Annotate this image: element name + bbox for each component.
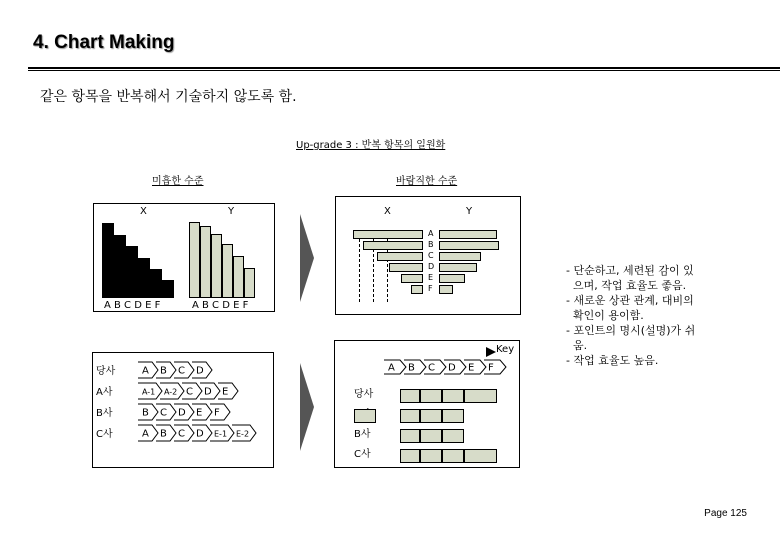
svg-text:E: E [196, 407, 203, 419]
bar-x-A [102, 223, 114, 298]
key-item [384, 360, 406, 374]
bar-right-C [439, 252, 481, 261]
bar-y-B [200, 226, 211, 298]
svg-text:E: E [222, 386, 229, 398]
bar-label-B: B [428, 240, 434, 249]
svg-text:B: B [142, 407, 149, 419]
bar-x-D [138, 258, 150, 298]
gantt-company-label: B사 [354, 429, 371, 440]
categories-x: A B C D E F [104, 300, 161, 311]
gantt-cell [442, 429, 464, 443]
gantt-cell [420, 409, 442, 423]
process-step [192, 425, 212, 441]
subtitle: 같은 항목을 반복해서 기술하지 않도록 함. [40, 89, 297, 105]
svg-text:D: D [196, 428, 204, 440]
company-label: A사 [96, 387, 113, 398]
svg-text:E-2: E-2 [236, 429, 250, 439]
bar-label-D: D [428, 262, 435, 271]
right-arrow-upper [300, 214, 314, 306]
dash-line [359, 234, 360, 302]
bar-x-E [150, 269, 162, 298]
bar-x-F [162, 280, 174, 298]
bar-right-E [439, 274, 465, 283]
svg-text:D: D [448, 362, 456, 374]
bar-y-E [233, 256, 244, 298]
title-rule [28, 67, 780, 69]
bar-label-A: A [428, 229, 434, 238]
company-label: 당사 [96, 366, 116, 377]
bar-right-A [439, 230, 497, 239]
svg-text:F: F [214, 407, 220, 419]
page-title: 4. Chart Making [33, 32, 175, 53]
process-step [210, 404, 230, 420]
gantt-cell [420, 449, 442, 463]
process-flows [92, 352, 292, 466]
key-item [484, 360, 506, 374]
svg-text:D: D [178, 407, 186, 419]
bar-left-B [363, 241, 423, 250]
company-label: B사 [96, 408, 113, 419]
bar-y-A [189, 222, 200, 298]
process-step [200, 383, 220, 399]
process-step [174, 425, 194, 441]
gantt-cell [420, 389, 442, 403]
bar-x-B [114, 235, 126, 298]
gantt-cell [400, 389, 420, 403]
bar-right-D [439, 263, 477, 272]
key-item [464, 360, 486, 374]
process-step [192, 362, 212, 378]
process-step [232, 425, 256, 441]
bar-y-F [244, 268, 255, 298]
process-step [218, 383, 238, 399]
x-label-right: X [384, 206, 391, 217]
bar-left-C [377, 252, 423, 261]
process-step [138, 362, 158, 378]
bar-right-F [439, 285, 453, 294]
bar-right-B [439, 241, 499, 250]
bar-label-C: C [428, 251, 434, 260]
vertical-bar-charts [93, 203, 273, 310]
svg-text:A-1: A-1 [142, 387, 156, 397]
bar-x-C [126, 246, 138, 298]
key-item [404, 360, 426, 374]
svg-text:B: B [160, 365, 167, 377]
bar-left-A [353, 230, 423, 239]
key-chevron-row [380, 358, 520, 376]
svg-text:B: B [160, 428, 167, 440]
svg-text:A-2: A-2 [164, 387, 178, 397]
bar-label-E: E [428, 273, 434, 282]
key-item [444, 360, 466, 374]
gantt-rows [354, 385, 514, 465]
diagram-caption: Up-grade 3 : 반복 항목의 일원화 [296, 140, 446, 151]
x-label-left: X [140, 206, 147, 217]
svg-text:C: C [186, 386, 193, 398]
process-step [138, 425, 158, 441]
bar-y-C [211, 234, 222, 298]
right-level-label: 바람직한 수준 [396, 176, 458, 187]
gantt-cell [420, 429, 442, 443]
svg-text:D: D [196, 365, 204, 377]
page-number: Page 125 [704, 508, 747, 519]
process-step [192, 404, 212, 420]
svg-text:D: D [204, 386, 212, 398]
process-step [174, 362, 194, 378]
process-step [138, 383, 162, 399]
bar-label-F: F [428, 284, 433, 293]
process-step [182, 383, 202, 399]
gantt-cell [400, 429, 420, 443]
bar-y-D [222, 244, 233, 298]
process-step [156, 425, 176, 441]
process-step [156, 404, 176, 420]
svg-text:C: C [160, 407, 167, 419]
company-label: C사 [96, 429, 113, 440]
svg-text:A: A [142, 365, 149, 377]
right-arrow-lower [300, 363, 314, 455]
gantt-cell [442, 389, 464, 403]
process-step [138, 404, 158, 420]
bar-left-E [401, 274, 423, 283]
gantt-company-label: 당사 [354, 389, 374, 400]
gantt-cell [464, 389, 497, 403]
svg-text:C: C [178, 365, 185, 377]
y-label-right: Y [466, 206, 473, 217]
svg-text:A: A [388, 362, 395, 374]
bar-left-F [411, 285, 423, 294]
svg-text:C: C [428, 362, 435, 374]
left-level-label: 미흡한 수준 [152, 176, 204, 187]
gantt-cell [400, 449, 420, 463]
title-rule-thin [28, 70, 780, 71]
svg-text:E: E [468, 362, 475, 374]
categories-y: A B C D E F [192, 300, 249, 311]
svg-text:E-1: E-1 [214, 429, 228, 439]
butterfly-chart [335, 196, 519, 313]
gantt-cell [400, 409, 420, 423]
svg-text:C: C [178, 428, 185, 440]
side-notes: - 단순하고, 세련된 감이 있 으며, 작업 효율도 좋음. - 새로운 상관 관계, 대비의 확인이 용이함. - 포인트의 명시(설명)가 쉬 움. - 작업 효율도 높음. [566, 264, 696, 367]
key-label: Key [496, 344, 515, 355]
process-step [160, 383, 184, 399]
svg-text:F: F [488, 362, 494, 374]
svg-text:A: A [142, 428, 149, 440]
y-label-left: Y [228, 206, 235, 217]
process-step [156, 362, 176, 378]
bar-left-D [389, 263, 423, 272]
key-item [424, 360, 446, 374]
gantt-cell [464, 449, 497, 463]
process-step [210, 425, 234, 441]
gantt-company-label: C사 [354, 449, 371, 460]
gantt-cell [442, 449, 464, 463]
svg-text:B: B [408, 362, 415, 374]
gantt-cell [442, 409, 464, 423]
gantt-cell [354, 409, 376, 423]
process-step [174, 404, 194, 420]
